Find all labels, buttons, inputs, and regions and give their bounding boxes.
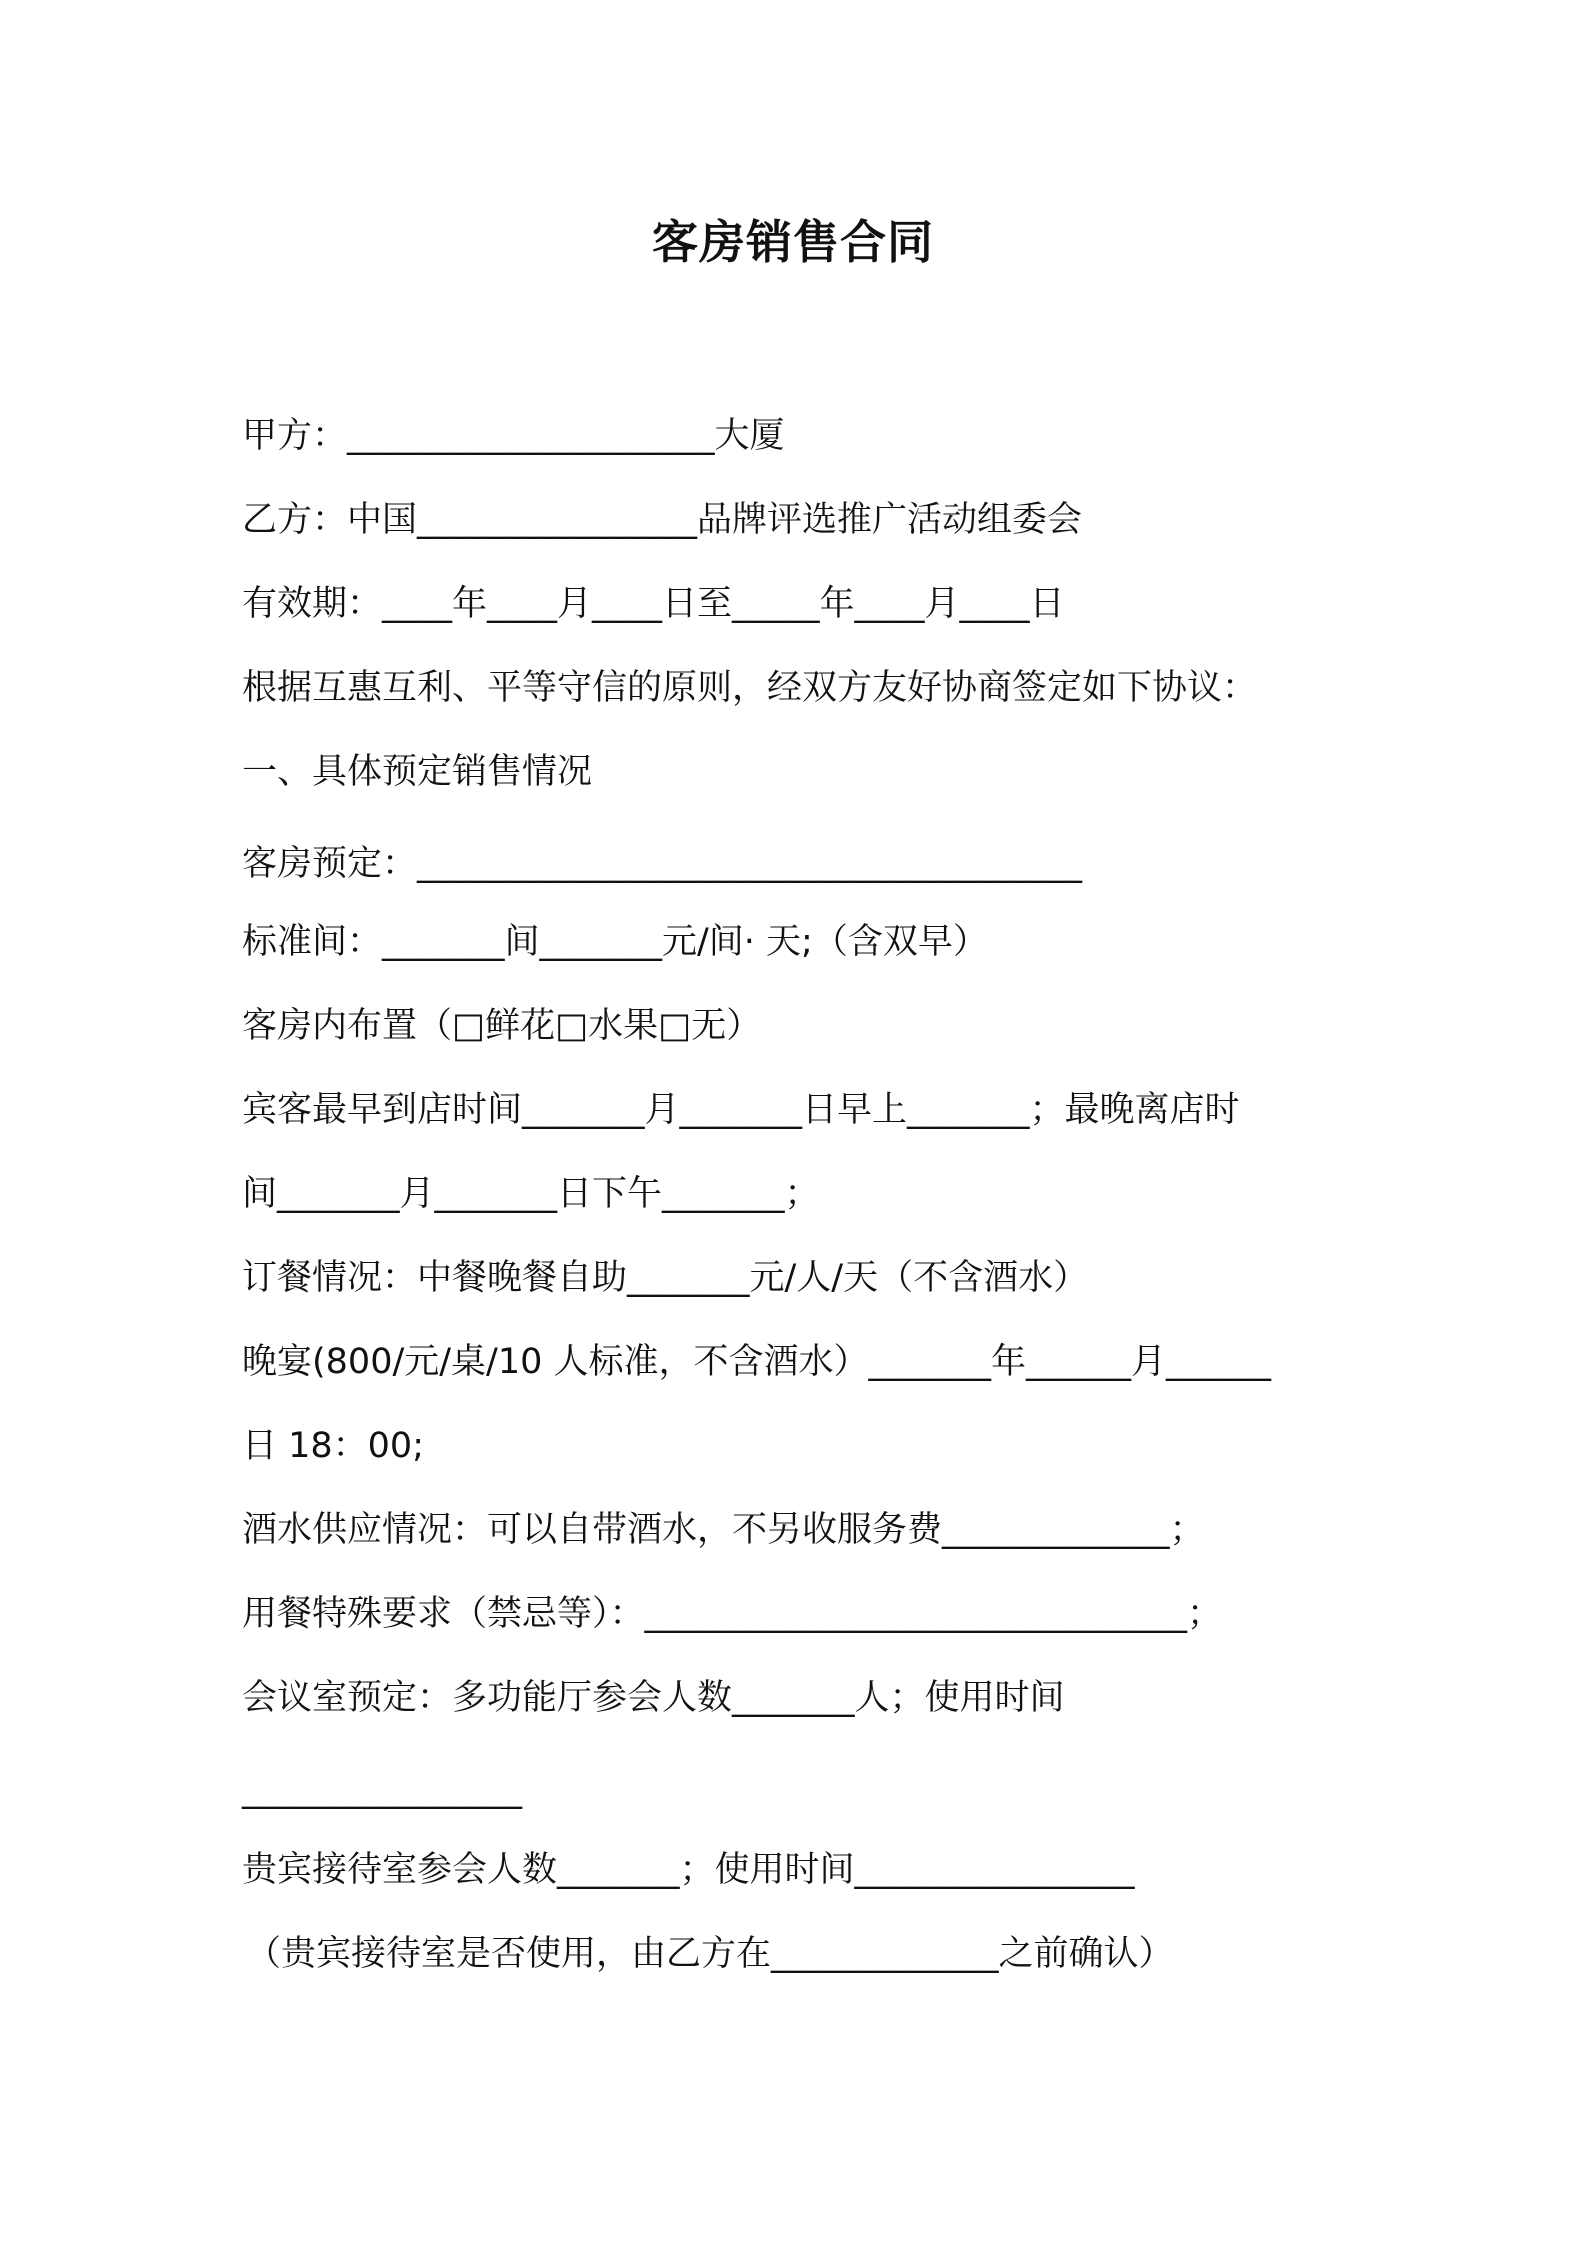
banquet-line: 晚宴(800/元/桌/10 人标准，不含酒水）_______年______月______: [242, 1342, 1271, 1382]
banquet-time-line: 日 18：00;: [242, 1426, 424, 1466]
room-decoration-line: 客房内布置（□鲜花□水果□无）: [242, 1006, 762, 1046]
meeting-room-line: 会议室预定：多功能厅参会人数_______人；使用时间: [242, 1678, 1065, 1718]
departure-time-line: 间_______月_______日下午_______；: [242, 1174, 820, 1214]
meeting-time-blank: ________________: [242, 1770, 522, 1810]
party-a-line: 甲方：_____________________大厦: [242, 416, 785, 456]
dietary-requirements-line: 用餐特殊要求（禁忌等）：_______________________________；: [242, 1594, 1223, 1634]
standard-room-line: 标准间：_______间_______元/间· 天;（含双早）: [242, 922, 988, 962]
arrival-time-line: 宾客最早到店时间_______月_______日早上_______；最晚离店时: [242, 1090, 1240, 1130]
catering-line: 订餐情况：中餐晚餐自助_______元/人/天（不含酒水）: [242, 1258, 1089, 1298]
vip-room-line: 贵宾接待室参会人数_______；使用时间________________: [242, 1850, 1135, 1890]
beverage-line: 酒水供应情况：可以自带酒水，不另收服务费_____________；: [242, 1510, 1205, 1550]
room-booking-line: 客房预定：______________________________________: [242, 844, 1083, 884]
party-b-line: 乙方：中国________________品牌评选推广活动组委会: [242, 500, 1083, 540]
document-title: 客房销售合同: [652, 215, 934, 269]
validity-period-line: 有效期：____年____月____日至_____年____月____日: [242, 584, 1065, 624]
agreement-preamble: 根据互惠互利、平等守信的原则，经双方友好协商签定如下协议：: [242, 668, 1258, 708]
section-heading-1: 一、具体预定销售情况: [242, 752, 593, 792]
vip-room-note: （贵宾接待室是否使用，由乙方在_____________之前确认）: [246, 1934, 1174, 1974]
